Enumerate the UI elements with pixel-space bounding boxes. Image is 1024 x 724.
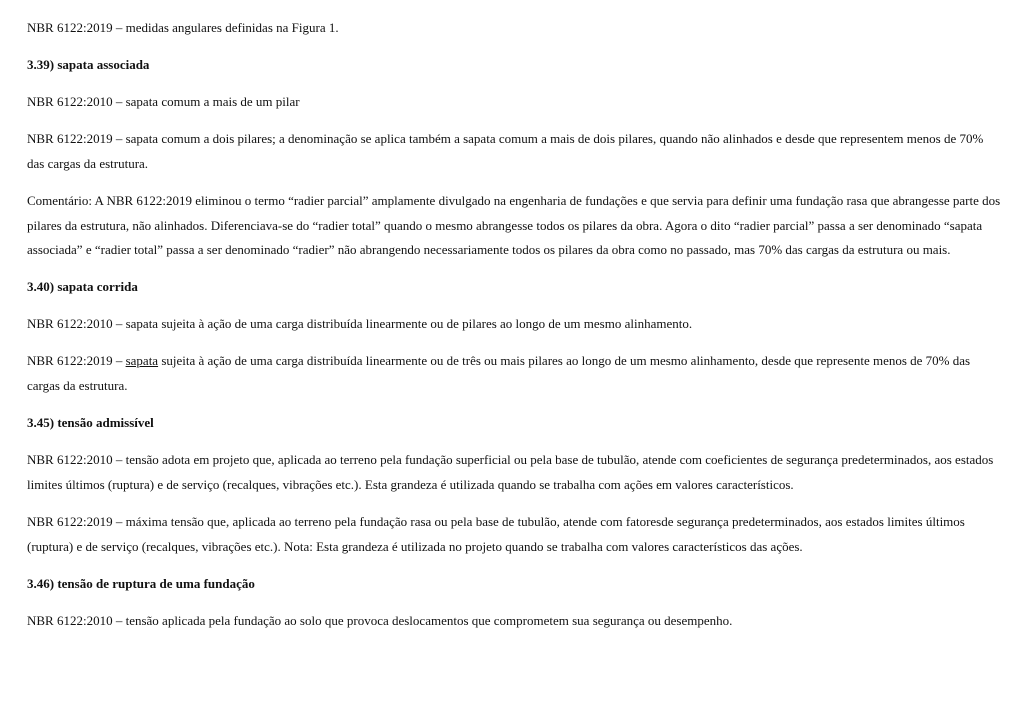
paragraph-comentario: Comentário: A NBR 6122:2019 eliminou o termo “radier parcial” amplamente divulgado na engenharia de fundações e que servia para definir uma fundação rasa que abrangesse parte dos pilares da estrutura, não alinhados. Diferenciava-se do “radier total” quando o mesmo abrangesse todos os pilares da obra. Agora o dito “radier parcial” passa a ser denominado “sapata associada” e “radier total” passa a ser denominado “radier” não abrangendo necessariamente todos os pilares da obra como no passado, mas 70% das cargas da estrutura ou mais.	[27, 192, 1001, 258]
paragraph-2019-sapata-associada: NBR 6122:2019 – sapata comum a dois pilares; a denominação se aplica também a sapata comum a mais de dois pilares, quando não alinhados e desde que representem menos de 70% das cargas da estrutura.	[27, 131, 984, 171]
heading-3-45: 3.45) tensão admissível	[27, 415, 154, 431]
heading-3-39: 3.39) sapata associada	[27, 57, 150, 73]
paragraph-2010-tensao-admissivel: NBR 6122:2010 – tensão adota em projeto que, aplicada ao terreno pela fundação superficial ou pela base de tubulão, atende com coeficientes de segurança predeterminados, aos estados limites últimos (ruptura) e de serviço (recalques, vibrações etc.). Esta grandeza é utilizada quando se trabalha com ações em valores característicos.	[27, 452, 994, 492]
heading-3-46: 3.46) tensão de ruptura de uma fundação	[27, 575, 255, 591]
paragraph-2010-tensao-ruptura: NBR 6122:2010 – tensão aplicada pela fundação ao solo que provoca deslocamentos que comprometem sua segurança ou desempenho.	[27, 612, 733, 628]
heading-3-40: 3.40) sapata corrida	[27, 279, 138, 295]
paragraph-2019-angular: NBR 6122:2019 – medidas angulares definidas na Figura 1.	[27, 20, 339, 35]
sapata-underlined-word: sapata	[125, 353, 159, 369]
paragraph-2019-sapata-corrida	[27, 349, 1002, 398]
paragraph-2010-sapata-associada: NBR 6122:2010 – sapata comum a mais de um pilar	[27, 94, 300, 110]
paragraph-2019-tensao-admissivel: NBR 6122:2019 – máxima tensão que, aplicada ao terreno pela fundação rasa ou pela base de tubulão, atende com fatoresde segurança predeterminados, aos estados limites últimos (ruptura) e de serviço (recalques, vibrações etc.). Nota: Esta grandeza é utilizada no projeto quando se trabalha com valores característicos das ações.	[27, 513, 965, 554]
paragraph-prefix: NBR 6122:2019 –	[27, 353, 126, 369]
document-body	[27, 16, 1002, 646]
paragraph-rest: sujeita à ação de uma carga distribuída linearmente ou de três ou mais pilares ao longo de um mesmo alinhamento, desde que represente menos de 70% das cargas da estrutura.	[27, 353, 971, 394]
paragraph-2010-sapata-corrida: NBR 6122:2010 – sapata sujeita à ação de uma carga distribuída linearmente ou de pilares ao longo de um mesmo alinhamento.	[27, 316, 693, 332]
